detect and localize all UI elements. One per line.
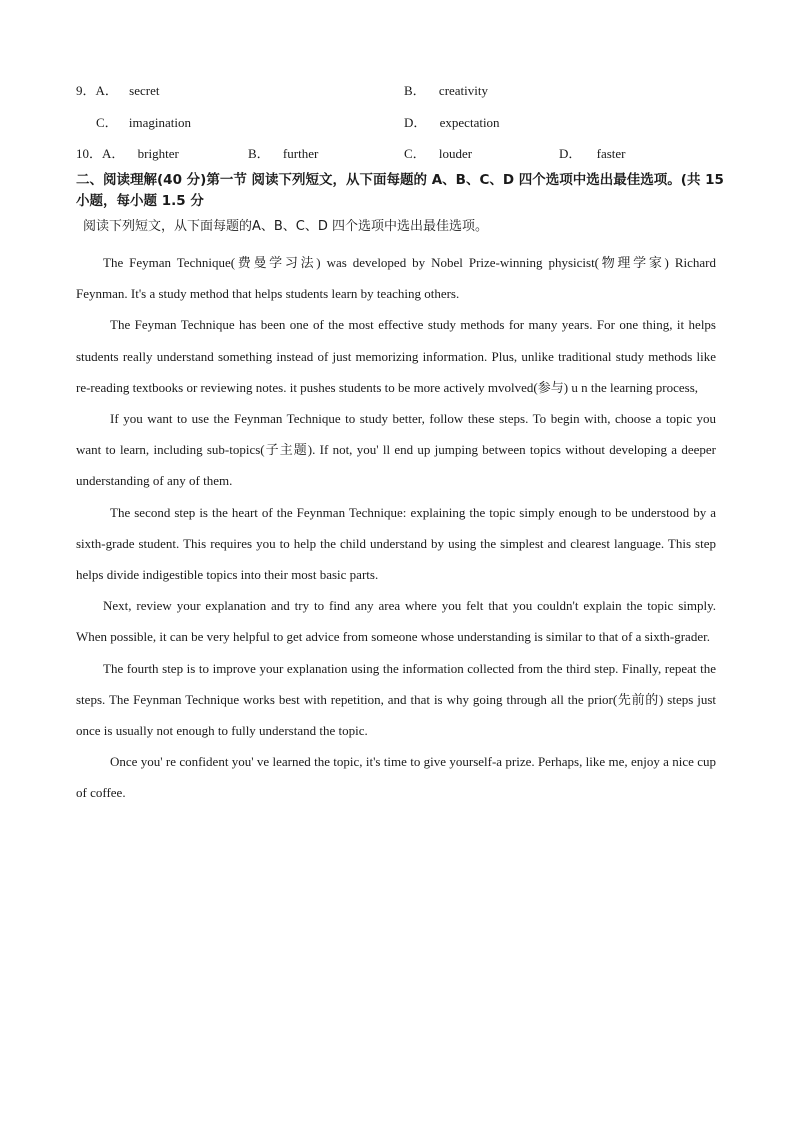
q9-option-c — [96, 113, 191, 133]
q9-option-d-label: D． — [404, 115, 427, 130]
passage-paragraph-3: If you want to use the Feynman Technique to study better, follow these steps. To begin with, choose a topic you want to learn, including sub-topics(子主题). If not, you' ll end up jumping between topics without developing a deeper understanding of any of them. — [76, 411, 716, 489]
passage-paragraph-6: The fourth step is to improve your explanation using the information collected from the third step. Finally, repeat the steps. The Feynman Technique works best with repetition, and that is why going through all the prior(先前的) steps just once is usually not enough to fully understand the topic. — [76, 660, 716, 739]
reading-passage — [76, 247, 716, 809]
q9-number-label: 9．A． — [76, 83, 118, 98]
passage-paragraph-2: The Feyman Technique has been one of the most effective study methods for many years. For one thing, it helps students really understand something instead of just memorizing information. Plus, unlike traditional study methods like re-reading textbooks or reviewing notes. it pushes students to be more actively mvolved(参与) u n the learning process, — [76, 317, 716, 395]
q10-option-b-label: B． — [248, 146, 270, 161]
q9-option-c-text: imagination — [128, 115, 192, 130]
q10-option-d — [559, 144, 626, 164]
q9-row-1 — [0, 81, 794, 101]
q10-row — [0, 144, 794, 164]
q10-option-d-text: faster — [596, 146, 626, 161]
passage-paragraph-7: Once you' re confident you' ve learned the topic, it's time to give yourself-a prize. Perhaps, like me, enjoy a nice cup of coffee. — [76, 754, 716, 801]
q9-option-a — [76, 81, 159, 101]
q9-option-b — [404, 81, 488, 101]
q10-number-label: 10．A． — [76, 146, 125, 161]
q10-option-c — [404, 144, 472, 164]
section-instruction: 阅读下列短文，从下面每题的A、B、C、D 四个选项中选出最佳选项。 — [83, 219, 489, 234]
q10-option-b-text: further — [282, 146, 319, 161]
q10-option-b — [248, 144, 318, 164]
q9-option-a-text: secret — [129, 83, 160, 98]
q10-option-d-label: D． — [559, 146, 582, 161]
q9-option-d — [404, 113, 500, 133]
q9-option-c-label: C． — [96, 115, 118, 130]
q10-option-a-text: brighter — [137, 146, 179, 161]
q9-row-2 — [0, 113, 794, 133]
q9-option-b-text: creativity — [438, 83, 489, 98]
q10-option-a — [76, 144, 179, 164]
passage-paragraph-4: The second step is the heart of the Feynman Technique: explaining the topic simply enough to be understood by a sixth-grade student. This requires you to help the child understand by using the simplest and clearest language. This step helps divide indigestible topics into their most basic parts. — [76, 504, 716, 583]
q10-option-c-text: louder — [438, 146, 473, 161]
q10-option-c-label: C． — [404, 146, 426, 161]
q9-option-b-label: B． — [404, 83, 426, 98]
passage-paragraph-5: Next, review your explanation and try to find any area where you felt that you couldn't explain the topic simply. When possible, it can be very helpful to get advice from someone whose understanding is similar to that of a sixth-grader. — [76, 598, 716, 645]
passage-paragraph-1: The Feyman Technique(费曼学习法) was developed by Nobel Prize-winning physicist(物理学家) Richard Feynman. It's a study method that helps students learn by teaching others. — [76, 255, 716, 302]
section-heading: 二、阅读理解(40 分)第一节 阅读下列短文，从下面每题的 A、B、C、D 四个选项中选出最佳选项。(共 15 小题，每小题 1.5 分 — [76, 172, 724, 209]
q9-option-d-text: expectation — [439, 115, 500, 130]
